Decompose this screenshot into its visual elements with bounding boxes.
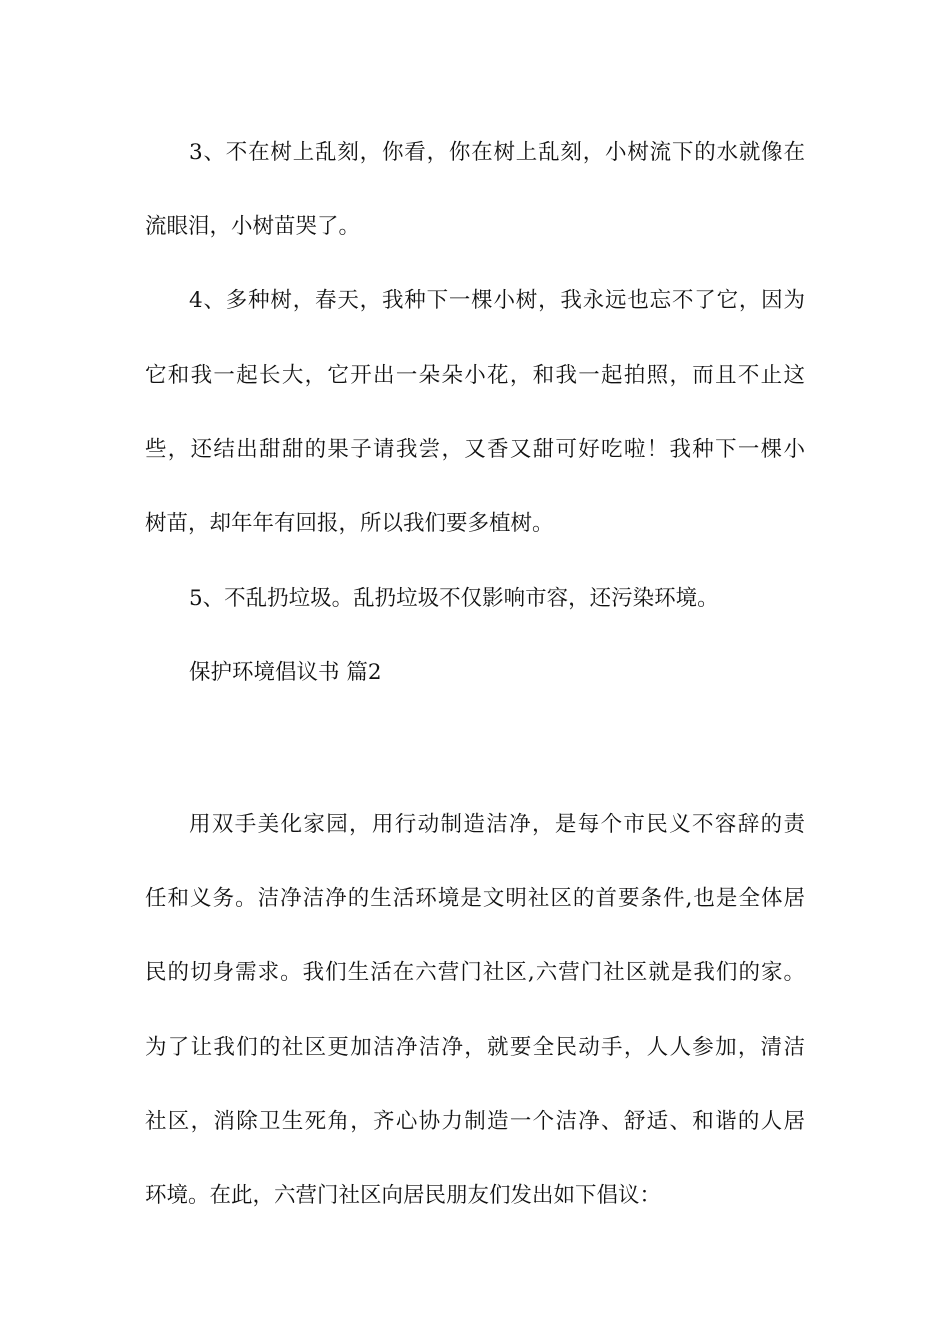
text-line: 树苗，却年年有回报，所以我们要多植树。 bbox=[145, 511, 554, 536]
section-heading: 保护环境倡议书 篇2 bbox=[189, 660, 382, 685]
text-line: 为了让我们的社区更加洁净洁净，就要全民动手，人人参加，清洁 bbox=[145, 1035, 805, 1060]
text-line: 些，还结出甜甜的果子请我尝，又香又甜可好吃啦！我种下一棵小 bbox=[145, 437, 805, 462]
text-line: 环境。在此，六营门社区向居民朋友们发出如下倡议： bbox=[145, 1183, 662, 1208]
text-line: 它和我一起长大，它开出一朵朵小花，和我一起拍照，而且不止这 bbox=[145, 363, 805, 388]
text-line: 流眼泪，小树苗哭了。 bbox=[145, 214, 361, 239]
text-line: 5、不乱扔垃圾。乱扔垃圾不仅影响市容，还污染环境。 bbox=[189, 586, 719, 611]
text-line: 任和义务。洁净洁净的生活环境是文明社区的首要条件,也是全体居 bbox=[145, 886, 805, 911]
text-line: 4、多种树，春天，我种下一棵小树，我永远也忘不了它，因为 bbox=[189, 288, 805, 313]
text-line: 民的切身需求。我们生活在六营门社区,六营门社区就是我们的家。 bbox=[145, 960, 805, 985]
text-line: 3、不在树上乱刻，你看，你在树上乱刻，小树流下的水就像在 bbox=[189, 140, 805, 165]
text-line: 用双手美化家园，用行动制造洁净，是每个市民义不容辞的责 bbox=[189, 812, 805, 837]
text-line: 社区，消除卫生死角，齐心协力制造一个洁净、舒适、和谐的人居 bbox=[145, 1109, 805, 1134]
